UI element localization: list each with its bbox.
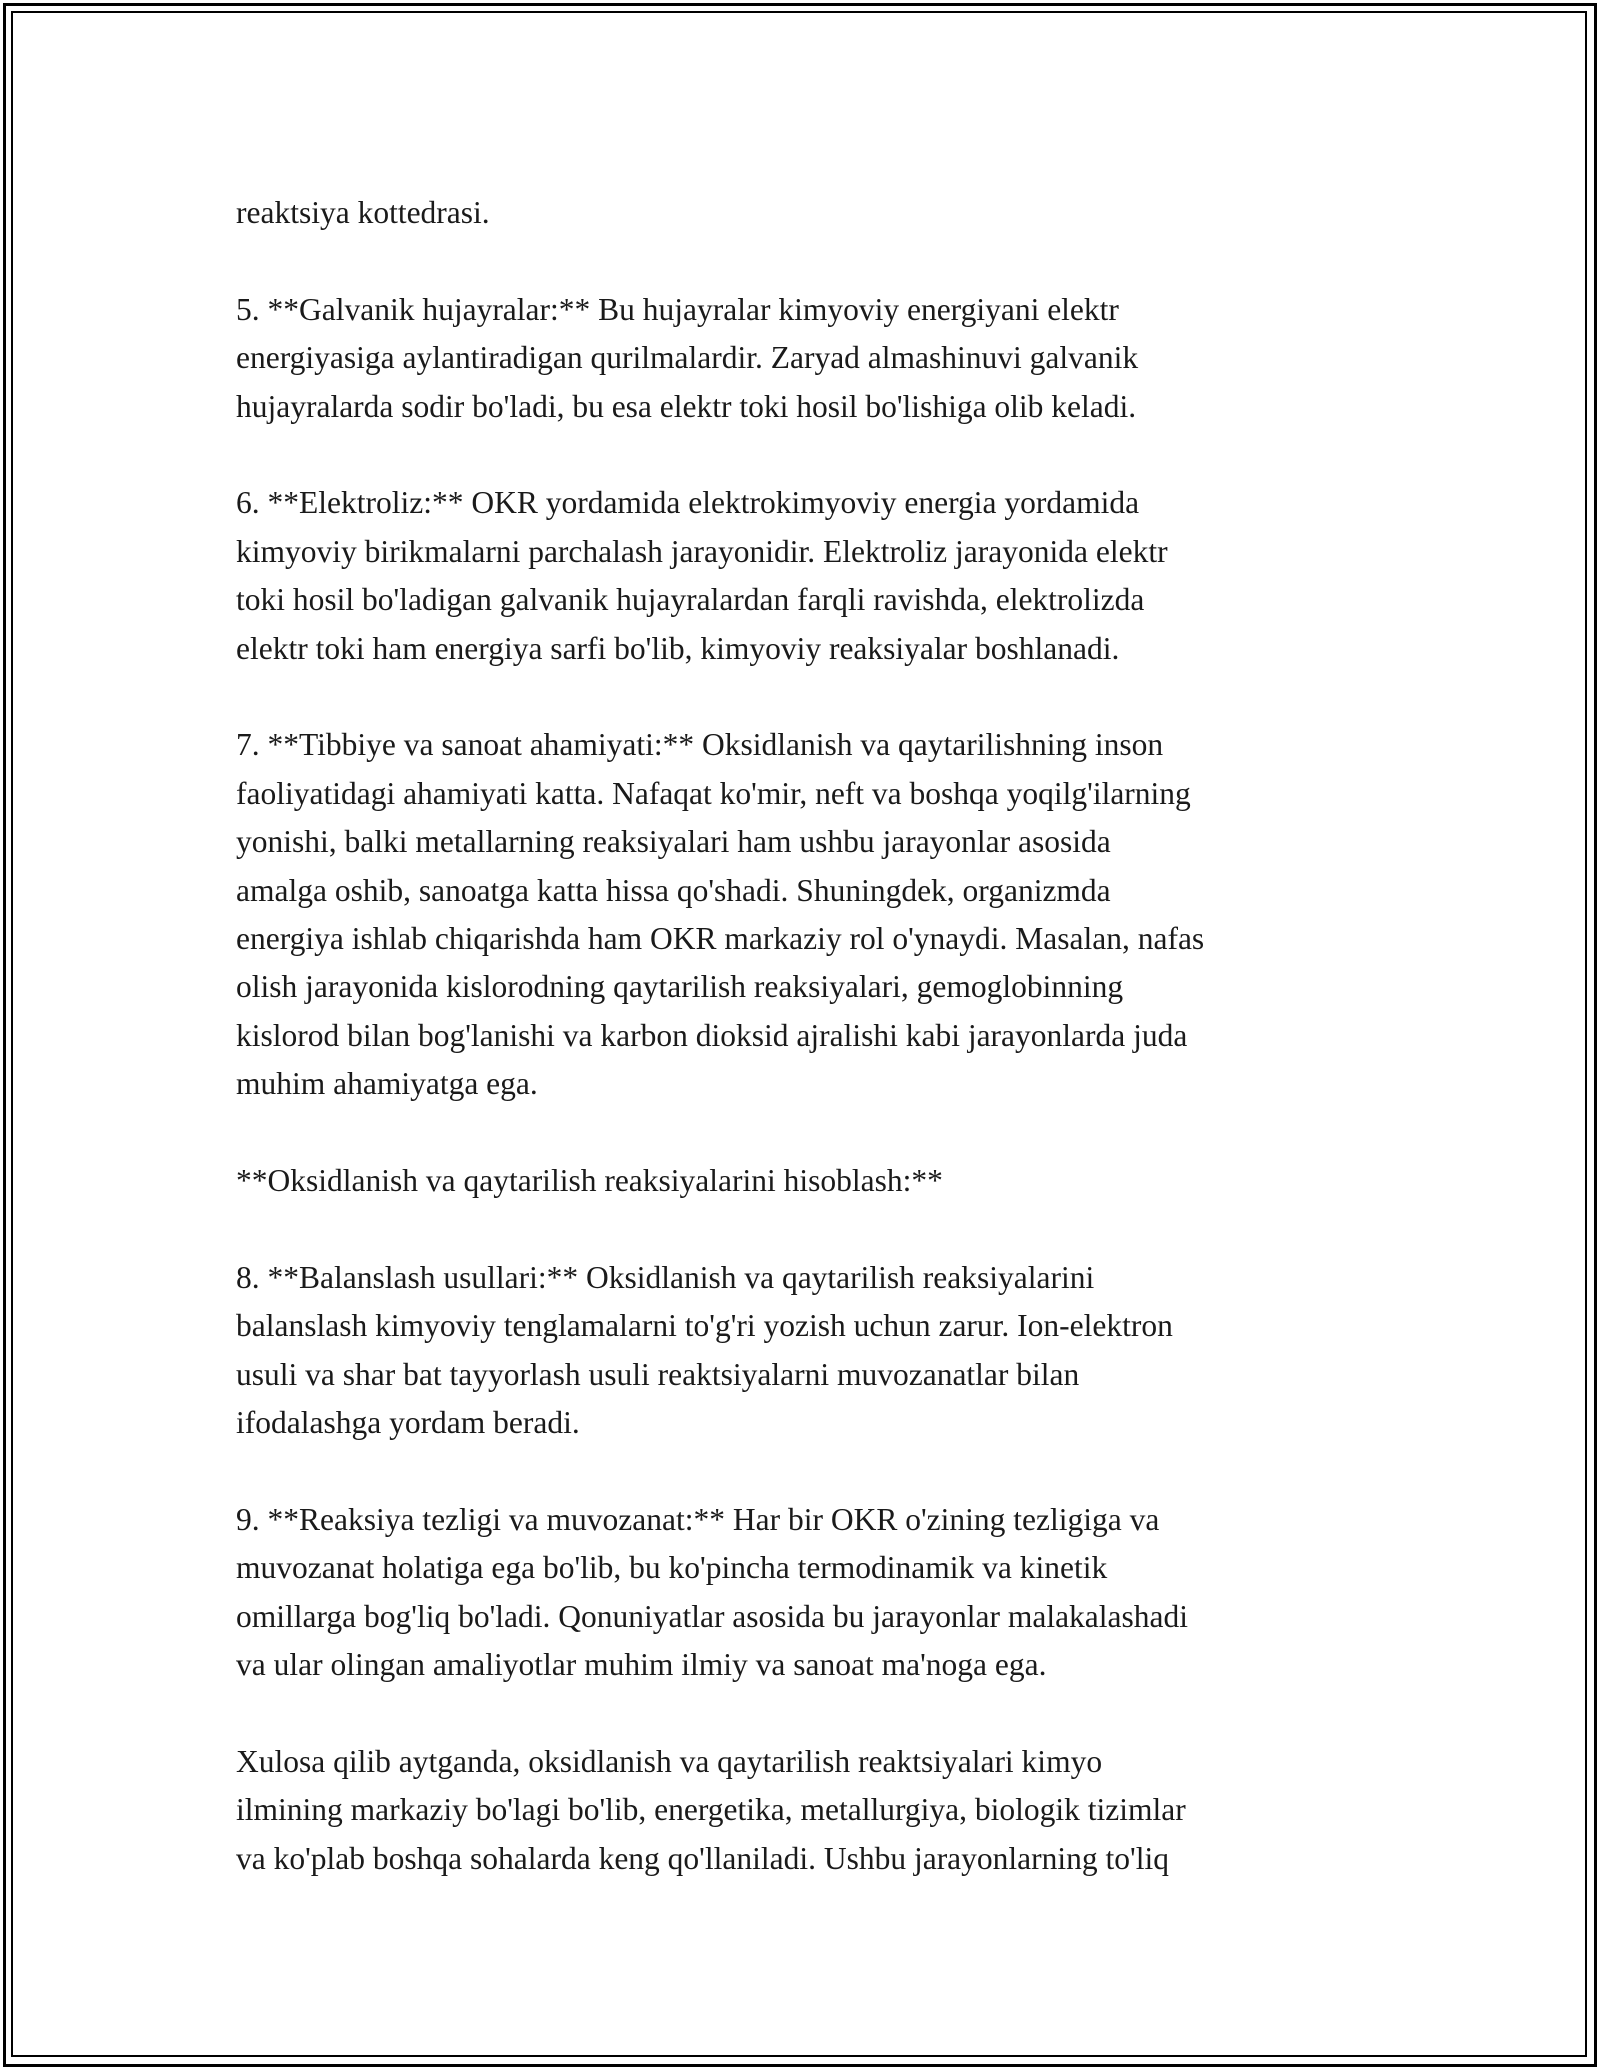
text-line: omillarga bog'liq bo'ladi. Qonuniyatlar asosida bu jarayonlar malakalashadi xyxy=(236,1598,1189,1634)
text-line: yonishi, balki metallarning reaksiyalari ham ushbu jarayonlar asosida xyxy=(236,824,1111,860)
text-line: muvozanat holatiga ega bo'lib, bu ko'pincha termodinamik va kinetik xyxy=(236,1550,1108,1586)
text-line: reaktsiya kottedrasi. xyxy=(236,195,490,230)
text-line: 9. **Reaksiya tezligi va muvozanat:** Har bir OKR o'zining tezligiga va xyxy=(236,1501,1160,1537)
paragraph xyxy=(236,1738,1376,1883)
text-line: energiya ishlab chiqarishda ham OKR markaziy rol o'ynaydi. Masalan, nafas xyxy=(236,921,1205,957)
text-line: Xulosa qilib aytganda, oksidlanish va qaytarilish reaktsiyalari kimyo xyxy=(236,1743,1103,1779)
text-line: hujayralarda sodir bo'ladi, bu esa elektr toki hosil bo'lishiga olib keladi. xyxy=(236,388,1137,424)
text-line: kimyoviy birikmalarni parchalash jarayonidir. Elektroliz jarayonida elektr xyxy=(236,533,1168,569)
text-line: muhim ahamiyatga ega. xyxy=(236,1066,538,1102)
text-line: usuli va shar bat tayyorlash usuli reaktsiyalarni muvozanatlar bilan xyxy=(236,1356,1080,1392)
text-line: va ko'plab boshqa sohalarda keng qo'llaniladi. Ushbu jarayonlarning to'liq xyxy=(236,1840,1169,1876)
text-line: **Oksidlanish va qaytarilish reaksiyalarini hisoblash:** xyxy=(236,1163,943,1199)
paragraph xyxy=(236,479,1376,673)
paragraph xyxy=(236,1254,1376,1448)
text-line: 8. **Balanslash usullari:** Oksidlanish va qaytarilish reaksiyalarini xyxy=(236,1259,1095,1295)
text-line: toki hosil bo'ladigan galvanik hujayralardan farqli ravishda, elektrolizda xyxy=(236,582,1145,618)
text-line: elektr toki ham energiya sarfi bo'lib, kimyoviy reaksiyalar boshlanadi. xyxy=(236,630,1120,666)
text-line: balanslash kimyoviy tenglamalarni to'g'ri yozish uchun zarur. Ion-elektron xyxy=(236,1308,1173,1344)
text-line: energiyasiga aylantiradigan qurilmalardir. Zaryad almashinuvi galvanik xyxy=(236,340,1139,376)
text-line: olish jarayonida kislorodning qaytarilish reaksiyalari, gemoglobinning xyxy=(236,969,1124,1005)
paragraph xyxy=(236,721,1376,1108)
text-line: faoliyatidagi ahamiyati katta. Nafaqat ko'mir, neft va boshqa yoqilg'ilarning xyxy=(236,775,1191,811)
text-line: 5. **Galvanik hujayralar:** Bu hujayralar kimyoviy energiyani elektr xyxy=(236,291,1119,327)
text-line: kislorod bilan bog'lanishi va karbon dioksid ajralishi kabi jarayonlarda juda xyxy=(236,1017,1188,1053)
text-line: ifodalashga yordam beradi. xyxy=(236,1405,580,1441)
paragraph xyxy=(236,1157,1376,1205)
text-line: 7. **Tibbiye va sanoat ahamiyati:** Oksidlanish va qaytarilishning inson xyxy=(236,727,1164,763)
paragraph xyxy=(236,1496,1376,1690)
text-line: ilmining markaziy bo'lagi bo'lib, energetika, metallurgiya, biologik tizimlar xyxy=(236,1792,1186,1828)
paragraph xyxy=(236,189,1376,237)
document-body xyxy=(236,189,1376,1932)
text-line: amalga oshib, sanoatga katta hissa qo'shadi. Shuningdek, organizmda xyxy=(236,872,1111,908)
text-line: va ular olingan amaliyotlar muhim ilmiy va sanoat ma'noga ega. xyxy=(236,1647,1047,1683)
paragraph xyxy=(236,286,1376,431)
text-line: 6. **Elektroliz:** OKR yordamida elektrokimyoviy energia yordamida xyxy=(236,485,1140,521)
